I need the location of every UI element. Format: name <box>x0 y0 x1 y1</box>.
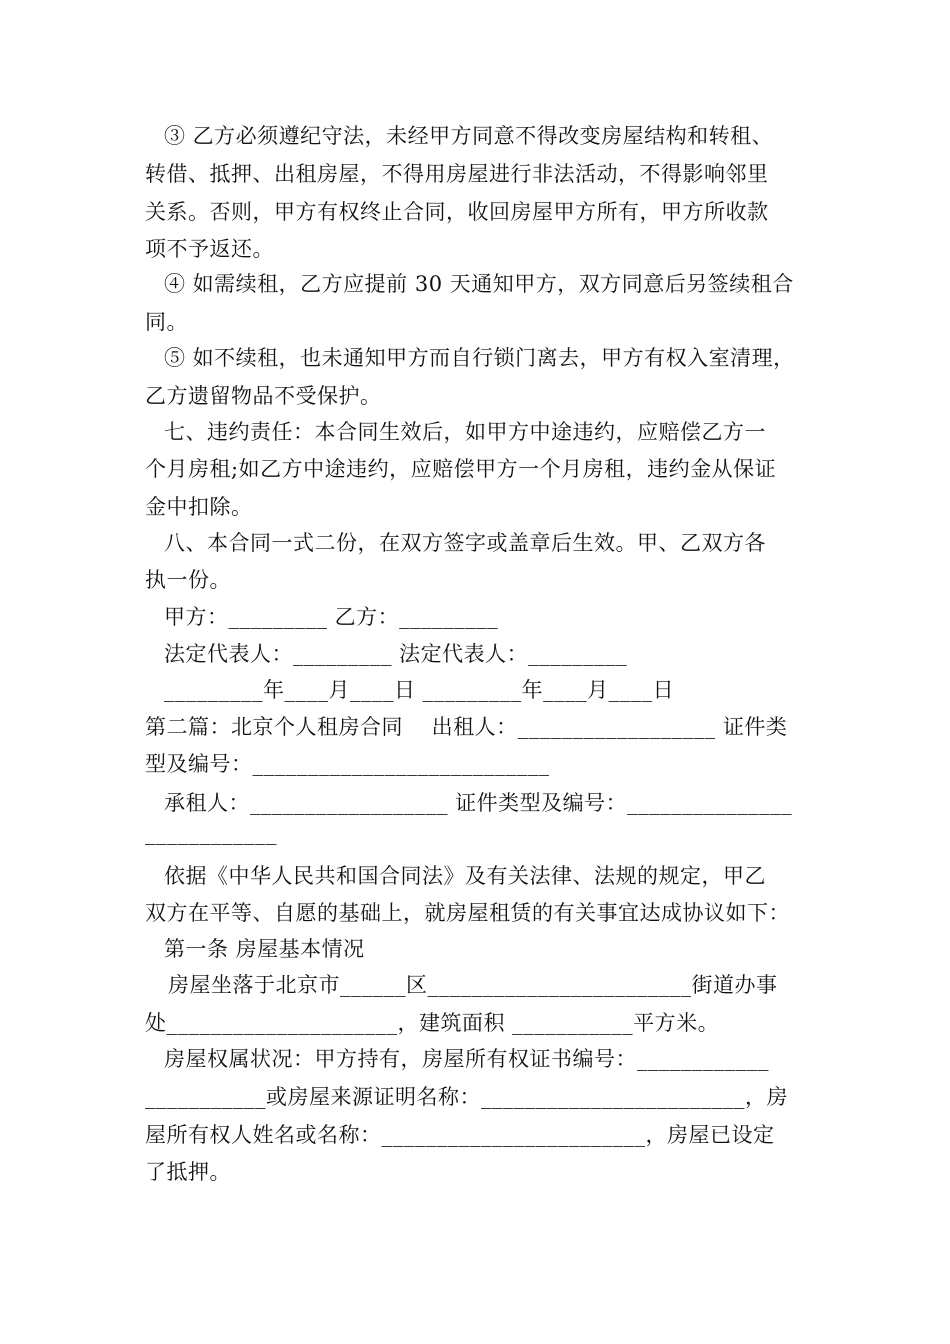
text-line: 转借、抵押、出租房屋，不得用房屋进行非法活动，不得影响邻里 <box>145 162 769 186</box>
text-line: ③ 乙方必须遵纪守法，未经甲方同意不得改变房屋结构和转租、 <box>164 124 774 148</box>
text-line: 同。 <box>145 310 188 334</box>
text-line: 处_____________________，建筑面积 ___________平方米。 <box>145 1011 720 1035</box>
text-line: 八、本合同一式二份，在双方签字或盖章后生效。甲、乙双方各 <box>164 531 766 555</box>
text-line: 双方在平等、自愿的基础上，就房屋租赁的有关事宜达成协议如下： <box>145 901 790 925</box>
text-line: 七、违约责任：本合同生效后，如甲方中途违约，应赔偿乙方一 <box>164 420 766 444</box>
text-line: 依据《中华人民共和国合同法》及有关法律、法规的规定，甲乙 <box>164 864 766 888</box>
signature-line: 甲方：_________ 乙方：_________ <box>164 605 499 629</box>
text-line: 关系。否则，甲方有权终止合同，收回房屋甲方所有，甲方所收款 <box>145 200 769 224</box>
date-line: _________年____月____日 _________年____月____日 <box>164 678 675 702</box>
text-line: 了抵押。 <box>145 1160 231 1184</box>
text-line: ____________ <box>145 821 277 845</box>
text-line: 房屋权属状况：甲方持有，房屋所有权证书编号：____________ <box>164 1047 769 1071</box>
signature-line: 法定代表人：_________ 法定代表人：_________ <box>164 642 628 666</box>
section-heading-line: 第二篇：北京个人租房合同 出租人：__________________ 证件类 <box>145 715 788 739</box>
text-line: ④ 如需续租，乙方应提前 30 天通知甲方，双方同意后另签续租合 <box>164 272 794 296</box>
text-line: 金中扣除。 <box>145 495 253 519</box>
text-line: 型及编号：___________________________ <box>145 752 550 776</box>
text-line: 屋所有权人姓名或名称：________________________，房屋已设定 <box>145 1123 775 1147</box>
text-line: 乙方遗留物品不受保护。 <box>145 384 382 408</box>
text-line: 个月房租;如乙方中途违约，应赔偿甲方一个月房租，违约金从保证 <box>145 457 777 481</box>
text-line: ___________或房屋来源证明名称：________________________，房 <box>145 1085 788 1109</box>
text-line: 执一份。 <box>145 568 231 592</box>
text-line: 承租人：__________________ 证件类型及编号：_______________ <box>164 791 793 815</box>
text-line: ⑤ 如不续租，也未通知甲方而自行锁门离去，甲方有权入室清理， <box>164 346 795 370</box>
text-line: 房屋坐落于北京市______区________________________街道办事 <box>168 973 778 997</box>
article-heading: 第一条 房屋基本情况 <box>164 937 365 961</box>
text-line: 项不予返还。 <box>145 237 274 261</box>
